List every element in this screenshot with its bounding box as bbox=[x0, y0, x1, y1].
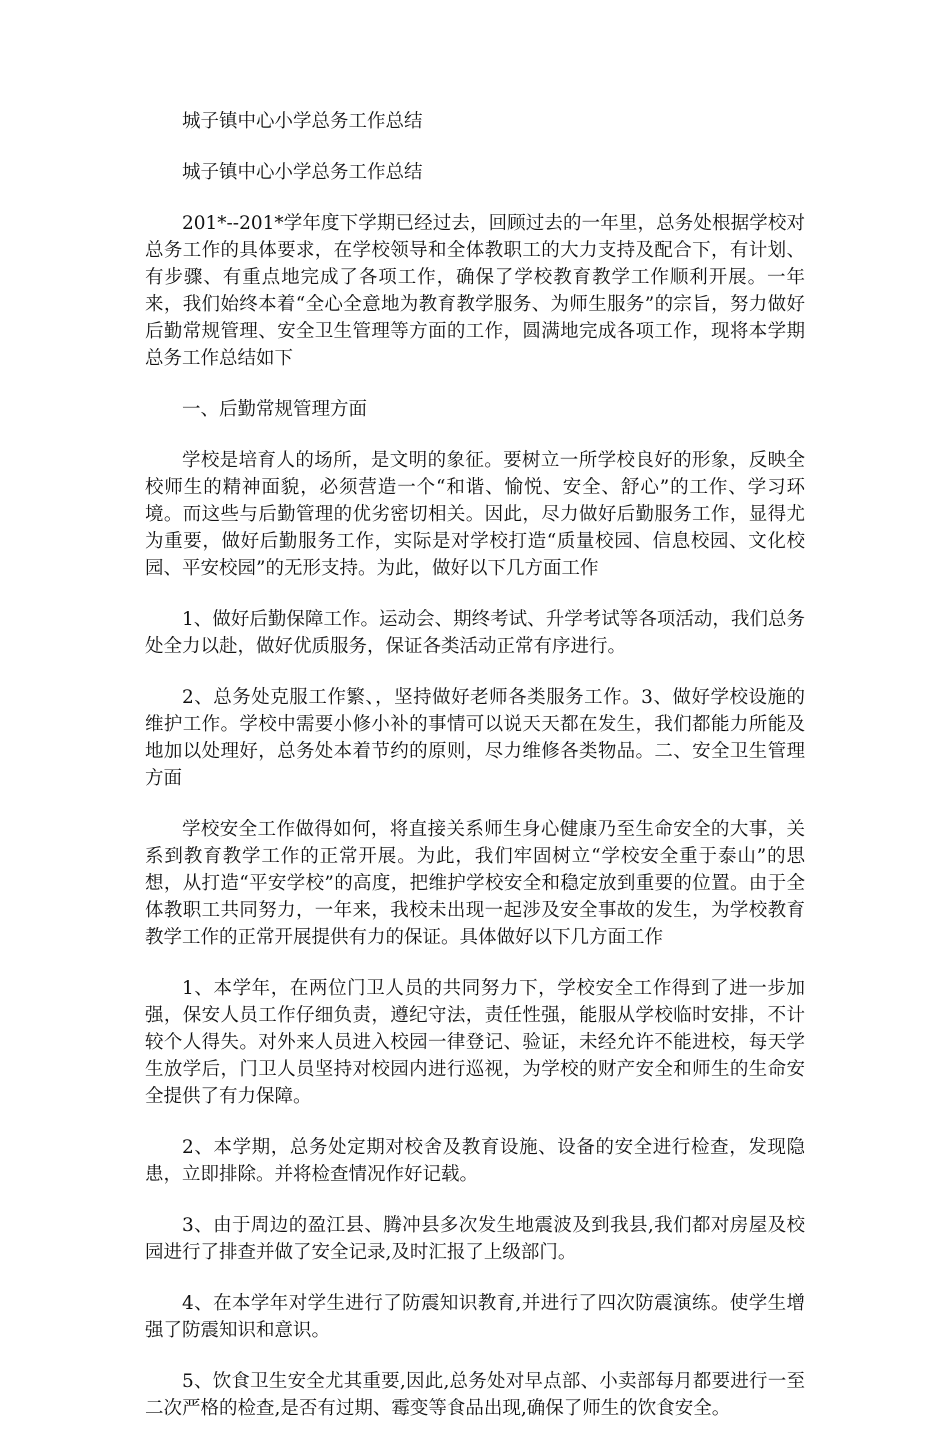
section-heading: 一、后勤常规管理方面 bbox=[182, 399, 368, 420]
body-paragraph: 学校是培育人的场所，是文明的象征。要树立一所学校良好的形象，反映全校师生的精神面貌，必须营造一个“和谐、愉悦、安全、舒心”的工作、学习环境。而这些与后勤管理的优劣密切相关。因此，尽力做好后勤服务工作，显得尤为重要，做好后勤服务工作，实际是对学校打造“质量校园、信息校园、文化校园、平安校园”的无形支持。为此，做好以下几方面工作 bbox=[145, 450, 805, 579]
list-item: 3、由于周边的盈江县、腾冲县多次发生地震波及到我县,我们都对房屋及校园进行了排查并做了安全记录,及时汇报了上级部门。 bbox=[145, 1215, 805, 1263]
list-item: 5、饮食卫生安全尤其重要,因此,总务处对早点部、小卖部每月都要进行一至二次严格的检查,是否有过期、霉变等食品出现,确保了师生的饮食安全。 bbox=[145, 1371, 805, 1419]
body-paragraph: 学校安全工作做得如何，将直接关系师生身心健康乃至生命安全的大事，关系到教育教学工作的正常开展。为此，我们牢固树立“学校安全重于泰山”的思想，从打造“平安学校”的高度，把维护学校安全和稳定放到重要的位置。由于全体教职工共同努力，一年来，我校未出现一起涉及安全事故的发生，为学校教育教学工作的正常开展提供有力的保证。具体做好以下几方面工作 bbox=[145, 819, 805, 948]
document-body bbox=[145, 108, 805, 1446]
intro-paragraph: 201*--201*学年度下学期已经过去，回顾过去的一年里，总务处根据学校对总务工作的具体要求，在学校领导和全体教职工的大力支持及配合下，有计划、有步骤、有重点地完成了各项工作，确保了学校教育教学工作顺利开展。一年来，我们始终本着“全心全意地为教育教学服务、为师生服务”的宗旨，努力做好后勤常规管理、安全卫生管理等方面的工作，圆满地完成各项工作，现将本学期总务工作总结如下 bbox=[145, 213, 805, 369]
list-item: 4、在本学年对学生进行了防震知识教育,并进行了四次防震演练。使学生增强了防震知识和意识。 bbox=[145, 1293, 805, 1341]
list-item: 1、做好后勤保障工作。运动会、期终考试、升学考试等各项活动，我们总务处全力以赴，做好优质服务，保证各类活动正常有序进行。 bbox=[145, 609, 805, 657]
document-subtitle: 城子镇中心小学总务工作总结 bbox=[182, 162, 423, 183]
document-title: 城子镇中心小学总务工作总结 bbox=[182, 111, 423, 132]
list-item: 1、本学年，在两位门卫人员的共同努力下，学校安全工作得到了进一步加强，保安人员工作仔细负责，遵纪守法，责任性强，能服从学校临时安排，不计较个人得失。对外来人员进入校园一律登记、验证，未经允许不能进校，每天学生放学后，门卫人员坚持对校园内进行巡视，为学校的财产安全和师生的生命安全提供了有力保障。 bbox=[145, 978, 805, 1107]
list-item: 2、总务处克服工作繁、，坚持做好老师各类服务工作。3、做好学校设施的维护工作。学校中需要小修小补的事情可以说天天都在发生，我们都能力所能及地加以处理好，总务处本着节约的原则，尽力维修各类物品。二、安全卫生管理方面 bbox=[145, 687, 805, 789]
list-item: 2、本学期，总务处定期对校舍及教育设施、设备的安全进行检查，发现隐患，立即排除。并将检查情况作好记载。 bbox=[145, 1137, 805, 1185]
